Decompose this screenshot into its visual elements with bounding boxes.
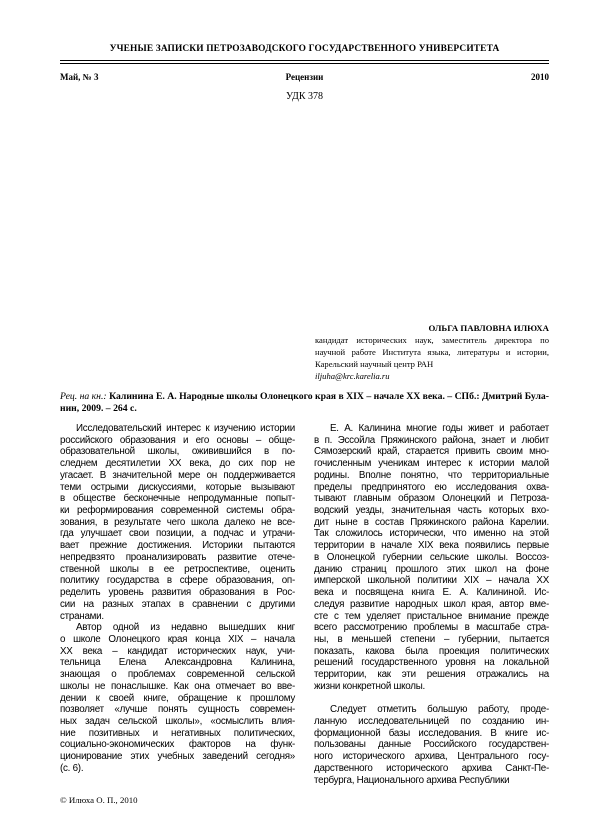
text-line: сте с тем уделяет пристальное внимание прежде	[314, 610, 549, 622]
text-line: Е. А. Калинина многие годы живет и работает	[330, 423, 549, 434]
affiliation-line: Карельский научный центр РАН	[315, 359, 434, 370]
header-rule-bottom	[60, 63, 549, 64]
text-line: следнем десятилетии XX века, до сих пор не	[60, 458, 295, 470]
text-line: угасает. В значительной мере он поддерживается	[60, 469, 295, 481]
text-line: позволяет «лучше понять сущность современ-	[60, 704, 295, 716]
author-name: ОЛЬГА ПАВЛОВНА ИЛЮХА	[428, 323, 549, 333]
text-line: тельница Елена Александровна Калинина,	[60, 657, 295, 669]
text-line: ного исторического архива, Центрального госу-	[314, 751, 549, 763]
text-line: тывают главным образом Олонецкий и Петроза-	[314, 493, 549, 505]
text-line: ние позитивных и негативных политических,	[60, 727, 295, 739]
text-line: решений государственного уровня на локальной	[314, 657, 549, 669]
text-line: ланную исследовательницей по созданию ин-	[314, 715, 549, 727]
udk-code: УДК 378	[285, 91, 324, 102]
text-line: Исследовательский интерес к изучению истории	[76, 423, 295, 434]
author-email: iljuha@krc.karelia.ru	[315, 371, 390, 382]
section-title: Рецензии	[285, 72, 324, 82]
text-line: непредвзято проанализировать развитие отече-	[60, 551, 295, 563]
text-line: о школе Олонецкого края конца XIX – начала	[60, 633, 295, 645]
text-line: дарственного исторического архива Санкт-Пе-	[314, 762, 549, 774]
left-column	[60, 423, 295, 775]
text-line: пределы предпринятого ею исследования охва-	[314, 481, 549, 493]
text-line: школы не понаслышке. Как она отмечает во вве-	[60, 680, 295, 692]
text-line: Следует отметить большую работу, проде-	[330, 704, 549, 716]
text-line: дит ныне в состав Пряжинского района Карелии.	[314, 516, 549, 528]
journal-title: УЧЕНЫЕ ЗАПИСКИ ПЕТРОЗАВОДСКОГО ГОСУДАРСТВЕННОГО УНИВЕРСИТЕТА	[109, 44, 500, 54]
affiliation-line: научной работе Института языка, литературы и истории,	[315, 347, 549, 358]
text-line: знающая о проблемах современной сельской	[60, 669, 295, 681]
text-line: имперской школьной политики XIX – начала XX	[314, 575, 549, 587]
issue-number: Май, № 3	[60, 72, 99, 82]
text-line: формационной базы исследования. В книге ис-	[314, 727, 549, 739]
text-line: Сямозерский край, старается привить своим мно-	[314, 446, 549, 458]
text-line: территории в начале XIX века появились первые	[314, 540, 549, 552]
text-line: ственной школы в ее ретроспективе, оценить	[60, 563, 295, 575]
text-line: ределить уровень развития образования в Рос-	[60, 587, 295, 599]
right-column	[314, 423, 549, 786]
text-line: сии на разных этапах в сравнении с другими	[60, 598, 295, 610]
text-line: в Олонецкой губернии сельские школы. Воссоз-	[314, 551, 549, 563]
text-line: показать, какова была проекция политических	[314, 645, 549, 657]
text-line: гочисленным ученикам интерес к истории малой	[314, 458, 549, 470]
text-line: социально-экономических факторов на функ-	[60, 739, 295, 751]
text-line: века и посвящена книга Е. А. Калининой. Ис-	[314, 587, 549, 599]
text-line: Так сложилось исторически, что именно на этой	[314, 528, 549, 540]
issue-year: 2010	[531, 72, 549, 82]
review-label: Рец. на кн.:	[60, 391, 107, 402]
text-line: следуя развитие народных школ края, автор вме-	[314, 598, 549, 610]
text-line: гда улучшает свои позиции, а подчас и утрачи-	[60, 528, 295, 540]
text-line: XX века – кандидат исторических наук, учи-	[60, 645, 295, 657]
text-line: образовательной школы, оживившийся в по-	[60, 446, 295, 458]
author-affiliation	[315, 334, 549, 382]
text-line: ки реформирования современной системы обра-	[60, 505, 295, 517]
copyright-notice: © Илюха О. П., 2010	[60, 795, 138, 805]
text-line: в обществе бесконечные непродуманные попыт-	[60, 493, 295, 505]
text-line: российского образования и его основы – обще-	[60, 434, 295, 446]
text-line: пользованы данные Российского государствен-	[314, 739, 549, 751]
text-line: зования, в результате чего школа далеко не все-	[60, 516, 295, 528]
text-line: странами.	[60, 610, 104, 622]
text-line: ционирование этих учебных заведений сегодня»	[60, 751, 295, 763]
text-line: родины. Вполне понятно, что территориальные	[314, 469, 549, 481]
text-line: ных задач сельской школы», «осмыслить влия-	[60, 715, 295, 727]
text-line: данию страниц прошлого этих школ на фоне	[314, 563, 549, 575]
text-line: дении к своей книге, обращение к прошлому	[60, 692, 295, 704]
text-line: в п. Эссойла Пряжинского района, знает и любит	[314, 434, 549, 446]
text-line: территории, как эти решения отражались на	[314, 669, 549, 681]
affiliation-line: кандидат исторических наук, заместитель директора по	[315, 335, 549, 345]
text-line: (с. 6).	[60, 762, 84, 774]
book-citation-line: нин, 2009. – 264 с.	[60, 403, 137, 415]
text-line: жизни конкретной школы.	[314, 680, 425, 692]
text-line: политику государства в сфере образования, оп-	[60, 575, 295, 587]
text-line: тербурга, Национального архива Республики	[314, 774, 510, 786]
text-line: ны, в меньшей степени – губернии, пытается	[314, 633, 549, 645]
reviewed-book-citation	[60, 391, 549, 416]
text-line: вает прежние достижения. Историки пытаются	[60, 540, 295, 552]
text-line: всего рассмотрению проблемы в масштабе стра-	[314, 622, 549, 634]
text-line: водский уезды, значительная часть которых вхо-	[314, 505, 549, 517]
text-line: теми острыми дискуссиями, которые вызывают	[60, 481, 295, 493]
text-line: Автор одной из недавно вышедших книг	[76, 622, 295, 634]
book-citation-line: Калинина Е. А. Народные школы Олонецкого края в XIX – начале XX века. – СПб.: Дмитрий Була-	[109, 391, 549, 402]
header-rule-top	[60, 60, 549, 61]
paragraph-gap	[314, 693, 549, 705]
